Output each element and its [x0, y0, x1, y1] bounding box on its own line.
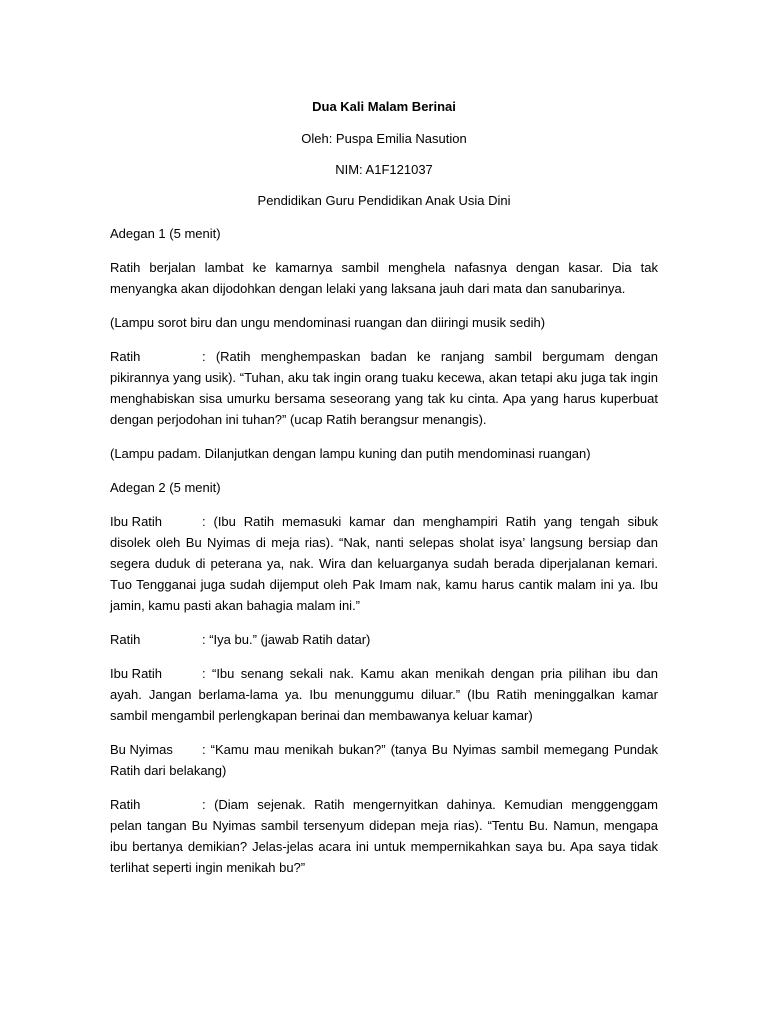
speaker-name: Ibu Ratih [110, 666, 163, 681]
author-line: Oleh: Puspa Emilia Nasution [301, 131, 467, 146]
dialogue-line [110, 794, 658, 878]
stage-direction: (Lampu padam. Dilanjutkan dengan lampu kuning dan putih mendominasi ruangan) [110, 446, 591, 461]
nim-line: NIM: A1F121037 [335, 162, 433, 177]
narration-paragraph: Ratih berjalan lambat ke kamarnya sambil menghela nafasnya dengan kasar. Dia tak menyangka akan dijodohkan dengan lelaki yang laksana jauh dari mata dan sanubarinya. [110, 260, 658, 296]
dialogue-text: : “Iya bu.” (jawab Ratih datar) [202, 632, 371, 647]
dialogue-line [110, 346, 658, 430]
speaker-name: Bu Nyimas [110, 742, 173, 757]
program-line: Pendidikan Guru Pendidikan Anak Usia Dini [257, 193, 511, 208]
speaker-name: Ibu Ratih [110, 514, 163, 529]
dialogue-text: : “Kamu mau menikah bukan?” (tanya Bu Nyimas sambil memegang Pundak Ratih dari belakang) [110, 742, 658, 778]
dialogue-line [110, 739, 658, 781]
stage-direction: (Lampu sorot biru dan ungu mendominasi ruangan dan diiringi musik sedih) [110, 315, 546, 330]
document-title: Dua Kali Malam Berinai [312, 99, 456, 114]
dialogue-line [110, 663, 658, 726]
scene-heading: Adegan 1 (5 menit) [110, 226, 221, 241]
dialogue-text: : (Diam sejenak. Ratih mengernyitkan dahinya. Kemudian menggenggam pelan tangan Bu Nyimas sambil tersenyum didepan meja rias). “Tentu Bu. Namun, mengapa ibu bertanya demikian? Jelas-jelas acara ini untuk mempernikahkan saya bu. Apa saya tidak terlihat seperti ingin menikah bu?” [110, 797, 658, 875]
speaker-name: Ratih [110, 349, 141, 364]
dialogue-text: : “Ibu senang sekali nak. Kamu akan menikah dengan pria pilihan ibu dan ayah. Jangan berlama-lama ya. Ibu menunggumu diluar.” (Ibu Ratih meninggalkan kamar sambil mengambil perlengkapan berinai dan membawanya keluar kamar) [110, 666, 658, 723]
dialogue-text: : (Ratih menghempaskan badan ke ranjang sambil bergumam dengan pikirannya yang usik). “Tuhan, aku tak ingin orang tuaku kecewa, akan tetapi aku juga tak ingin menghabiskan sisa umurku bersama seseorang yang tak ku cinta. Apa yang harus kuperbuat dengan perjodohan ini tuhan?” (ucap Ratih berangsur menangis). [110, 349, 658, 427]
scene-heading: Adegan 2 (5 menit) [110, 480, 221, 495]
speaker-name: Ratih [110, 797, 141, 812]
dialogue-line [110, 511, 658, 616]
dialogue-text: : (Ibu Ratih memasuki kamar dan menghampiri Ratih yang tengah sibuk disolek oleh Bu Nyimas di meja rias). “Nak, nanti selepas sholat isya’ langsung bersiap dan segera duduk di peterana ya, nak. Wira dan keluarganya sudah berada diperjalanan kemari. Tuo Tengganai juga sudah dijemput oleh Pak Imam nak, kamu harus cantik malam ini ya. Ibu jamin, kamu pasti akan bahagia malam ini.” [110, 514, 658, 613]
speaker-name: Ratih [110, 632, 141, 647]
dialogue-line [110, 629, 658, 650]
